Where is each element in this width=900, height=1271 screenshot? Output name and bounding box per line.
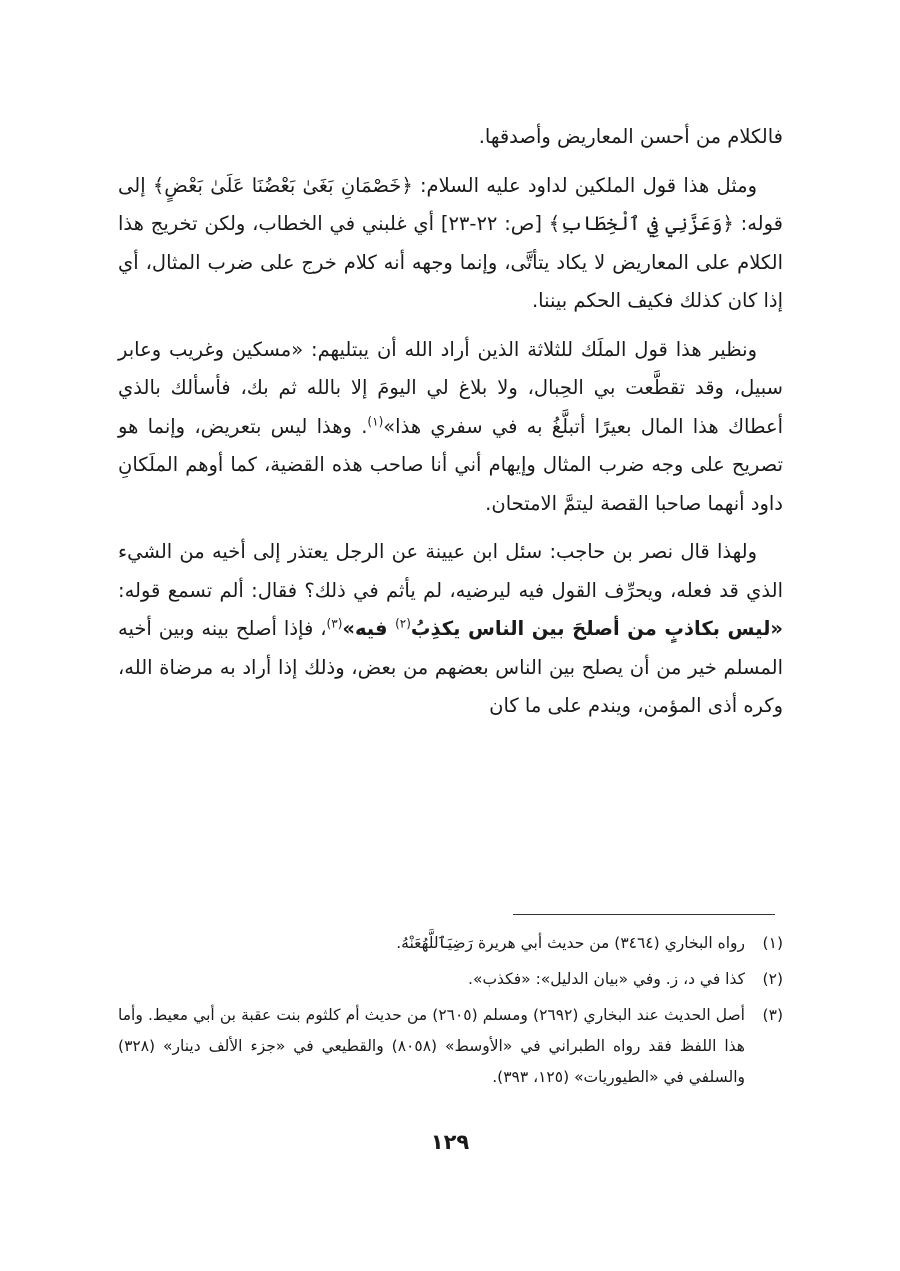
footnote-3-text: أصل الحديث عند البخاري (٢٦٩٢) ومسلم (٢٦٠٥) من حديث أم كلثوم بنت عقبة بن أبي معيط. وأما هذا اللفظ فقد رواه الطبراني في «الأوسط» (٨٠٥٨) والقطيعي في «جزء الألف دينار» (٣٢٨) والسلفي في «الطيوريات» (١٢٥، ٣٩٣). [118, 1006, 745, 1086]
paragraph-2 [118, 167, 783, 321]
page-number: ١٢٩ [430, 1130, 470, 1154]
paragraph-2-text-a: ومثل هذا قول الملكين لداود عليه السلام: [412, 173, 758, 197]
paragraph-3-text-b: . وهذا ليس بتعريض، وإنما هو تصريح على وجه ضرب المثال وإيهام أني أنا صاحب هذه القضية، كما أوهم الملَكانِ داود أنهما صاحبا القصة ليتمَّ الامتحان. [118, 414, 783, 515]
footnote-ref-3: (٣) [326, 616, 343, 631]
paragraph-2-text-b: إلى قوله: [118, 173, 783, 235]
paragraph-1-text: فالكلام من أحسن المعاريض وأصدقها. [478, 125, 783, 148]
paragraph-3-text-a: ونظير هذا قول الملَك للثلاثة الذين أراد الله أن يبتليهم: «مسكين وغريب وعابر سبيل، وقد تقطَّعت بي الحِبال، ولا بلاغ لي اليومَ إلا بالله ثم بك، فأسألك بالذي أعطاك هذا المال بعيرًا أتبلَّغُ به في سفري هذا» [118, 337, 784, 438]
quran-verse-1: ﴿خَصْمَانِ بَغَىٰ بَعْضُنَا عَلَىٰ بَعْضٍ﴾ [152, 173, 413, 197]
footnotes [118, 928, 783, 1098]
footnote-ref-1: (١) [367, 414, 384, 428]
footnote-1-number: (١) [762, 934, 783, 952]
footnote-divider [513, 914, 775, 915]
footnote-2-text: كذا في د، ز. وفي «بيان الدليل»: «فكذب». [468, 970, 745, 988]
paragraph-4-text-b: ، فإذا أصلح بينه وبين أخيه المسلم خير من أن يصلح بين الناس بعضهم من بعض، وذلك إذا أراد به مرضاة الله، وكره أذى المؤمن، ويندم على ما كان [118, 617, 783, 717]
paragraph-4 [118, 533, 783, 726]
footnote-ref-2: (٢) [395, 616, 411, 631]
hadith-quote-b: فيه» [342, 617, 396, 640]
footnote-3-number: (٣) [762, 1006, 783, 1024]
footnote-3 [118, 1000, 783, 1093]
quran-verse-2: ﴿وَعَزَّنِي فِي ٱلْخِطَابِ﴾ [548, 212, 734, 235]
paragraph-4-text-a: ولهذا قال نصر بن حاجب: سئل ابن عيينة عن الرجل يعتذر إلى أخيه من الشيء الذي قد فعله، ويحرِّف القول فيه ليرضيه، لم يأثم في ذلك؟ فقال: ألم تسمع قوله: [118, 540, 783, 602]
footnote-2 [118, 964, 783, 995]
footnote-1-text: رواه البخاري (٣٤٦٤) من حديث أبي هريرة رَضِيَٱللَّهُعَنْهُ. [396, 934, 745, 952]
footnote-2-number: (٢) [762, 970, 783, 988]
hadith-quote-a: «ليس بكاذبٍ من أصلحَ بين الناس يكذِبُ [410, 617, 783, 640]
main-text [118, 118, 783, 736]
paragraph-1 [118, 118, 783, 157]
paragraph-2-text-c: [ص: ٢٢-٢٣] أي غلبني في الخطاب، ولكن تخريج هذا الكلام على المعاريض لا يكاد يتأتَّى، وإنما وجهه أنه كلام خرج على ضرب المثال، أي إذا كان كذلك فكيف الحكم بيننا. [118, 212, 783, 312]
paragraph-3 [118, 331, 783, 524]
footnote-1 [118, 928, 783, 959]
